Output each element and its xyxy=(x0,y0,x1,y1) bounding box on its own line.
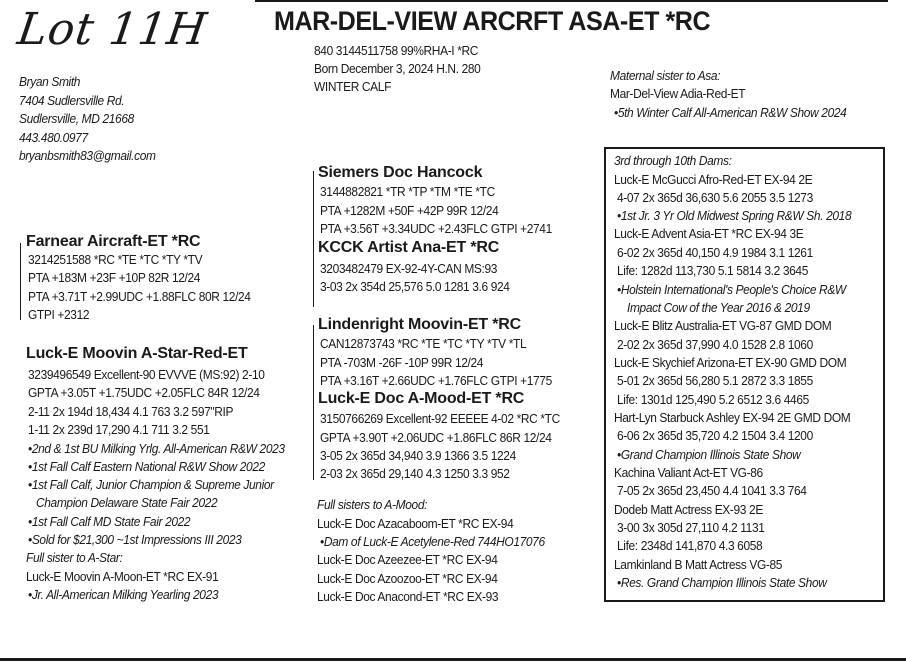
dams-box-line: Impact Cow of the Year 2016 & 2019 xyxy=(627,300,810,315)
dams-box-line: Luck-E McGucci Afro-Red-ET EX-94 2E xyxy=(614,172,813,187)
registration-line: 840 3144511758 99%RHA-I *RC xyxy=(314,43,479,58)
sire-of-sire-name: Siemers Doc Hancock xyxy=(318,164,483,181)
dams-box-line: •Grand Champion Illinois State Show xyxy=(617,447,801,462)
dam-line: 2-11 2x 194d 18,434 4.1 763 3.2 597"RIP xyxy=(28,404,234,419)
dams-box-line: •1st Jr. 3 Yr Old Midwest Spring R&W Sh. 2018 xyxy=(617,208,852,223)
sire-parents-bracket xyxy=(313,171,314,307)
dam-full-sister-note: •Jr. All-American Milking Yearling 2023 xyxy=(28,587,219,602)
dam-parents-bracket xyxy=(313,325,314,480)
dams-box-line: Lamkinland B Matt Actress VG-85 xyxy=(614,557,783,572)
full-sister-item: Luck-E Doc Azacaboom-ET *RC EX-94 xyxy=(317,516,514,531)
sire-of-dam-line: PTA +3.16T +2.66UDC +1.76FLC GTPI +1775 xyxy=(320,373,552,388)
dams-box-line: 6-02 2x 365d 40,150 4.9 1984 3.1 1261 xyxy=(617,245,813,260)
dams-box-heading: 3rd through 10th Dams: xyxy=(614,153,732,168)
dams-box-line: Kachina Valiant Act-ET VG-86 xyxy=(614,465,763,480)
dam-line: 1-11 2x 239d 17,290 4.1 711 3.2 551 xyxy=(28,422,210,437)
page-title: MAR-DEL-VIEW ARCRFT ASA-ET *RC xyxy=(274,6,711,36)
sire-line: PTA +3.71T +2.99UDC +1.88FLC 80R 12/24 xyxy=(28,289,251,304)
dams-box-line: Luck-E Blitz Australia-ET VG-87 GMD DOM xyxy=(614,318,832,333)
dam-of-dam-line: 3-05 2x 365d 34,940 3.9 1366 3.5 1224 xyxy=(320,448,516,463)
full-sisters-heading: Full sisters to A-Mood: xyxy=(317,497,428,512)
dam-of-dam-line: 2-03 2x 365d 29,140 4.3 1250 3.3 952 xyxy=(320,466,510,481)
dams-box-line: Luck-E Advent Asia-ET *RC EX-94 3E xyxy=(614,226,804,241)
top-rule xyxy=(255,0,888,2)
dam-note: •Sold for $21,300 ~1st Impressions III 2023 xyxy=(28,532,242,547)
dam-of-sire-line: 3203482479 EX-92-4Y-CAN MS:93 xyxy=(320,261,498,276)
dams-box-line: Luck-E Skychief Arizona-ET EX-90 GMD DOM xyxy=(614,355,847,370)
sire-of-dam-name: Lindenright Moovin-ET *RC xyxy=(318,316,521,333)
sire-of-dam-line: CAN12873743 *RC *TE *TC *TY *TV *TL xyxy=(320,336,527,351)
sire-bracket xyxy=(20,243,21,320)
dam-of-dam-line: GPTA +3.90T +2.06UDC +1.86FLC 86R 12/24 xyxy=(320,430,552,445)
sire-line: GTPI +2312 xyxy=(28,307,90,322)
full-sister-item: Luck-E Doc Azeezee-ET *RC EX-94 xyxy=(317,552,498,567)
full-sister-note: •Dam of Luck-E Acetylene-Red 744HO17076 xyxy=(320,534,545,549)
sire-of-sire-line: 3144882821 *TR *TP *TM *TE *TC xyxy=(320,184,495,199)
dam-full-sister-name: Luck-E Moovin A-Moon-ET *RC EX-91 xyxy=(26,569,219,584)
dam-of-dam-name: Luck-E Doc A-Mood-ET *RC xyxy=(318,390,525,407)
dam-line: 3239496549 Excellent-90 EVVVE (MS:92) 2-10 xyxy=(28,367,265,382)
dam-of-sire-name: KCCK Artist Ana-ET *RC xyxy=(318,239,500,256)
dam-of-sire-line: 3-03 2x 354d 25,576 5.0 1281 3.6 924 xyxy=(320,279,510,294)
dams-box-line: Life: 1301d 125,490 5.2 6512 3.6 4465 xyxy=(617,392,809,407)
sire-of-sire-line: PTA +3.56T +3.34UDC +2.43FLC GTPI +2741 xyxy=(320,221,552,236)
lot-number: Lot 11H xyxy=(14,4,211,55)
maternal-sister-heading: Maternal sister to Asa: xyxy=(610,68,721,83)
maternal-sister-name: Mar-Del-View Adia-Red-ET xyxy=(610,86,746,101)
dams-box-line: 3-00 3x 305d 27,110 4.2 1131 xyxy=(617,520,765,535)
sire-of-sire-line: PTA +1282M +50F +42P 99R 12/24 xyxy=(320,203,499,218)
dams-box-line: 7-05 2x 365d 23,450 4.4 1041 3.3 764 xyxy=(617,483,807,498)
sire-line: PTA +183M +23F +10P 82R 12/24 xyxy=(28,270,201,285)
full-sister-item: Luck-E Doc Anacond-ET *RC EX-93 xyxy=(317,589,499,604)
dams-box-line: •Holstein International's People's Choice R&W xyxy=(617,282,846,297)
dam-line: GPTA +3.05T +1.75UDC +2.05FLC 84R 12/24 xyxy=(28,385,260,400)
sire-name: Farnear Aircraft-ET *RC xyxy=(26,233,201,250)
dams-box-line: •Res. Grand Champion Illinois State Show xyxy=(617,575,827,590)
class-line: WINTER CALF xyxy=(314,79,392,94)
dams-box-line: 2-02 2x 365d 37,990 4.0 1528 2.8 1060 xyxy=(617,337,813,352)
dam-full-sister-heading: Full sister to A-Star: xyxy=(26,550,123,565)
maternal-sister-note: •5th Winter Calf All-American R&W Show 2024 xyxy=(614,105,847,120)
birth-line: Born December 3, 2024 H.N. 280 xyxy=(314,61,481,76)
dams-box-line: Dodeb Matt Actress EX-93 2E xyxy=(614,502,763,517)
dam-note: •2nd & 1st BU Milking Yrlg. All-American R&W 2023 xyxy=(28,441,285,456)
sire-line: 3214251588 *RC *TE *TC *TY *TV xyxy=(28,252,203,267)
sire-of-dam-line: PTA -703M -26F -10P 99R 12/24 xyxy=(320,355,484,370)
dams-box-line: 4-07 2x 365d 36,630 5.6 2055 3.5 1273 xyxy=(617,190,813,205)
consignor-phone: 443.480.0977 xyxy=(19,130,88,145)
bottom-rule xyxy=(0,658,906,661)
dam-note: Champion Delaware State Fair 2022 xyxy=(36,495,218,510)
dams-box-line: 5-01 2x 365d 56,280 5.1 2872 3.3 1855 xyxy=(617,373,813,388)
dam-note: •1st Fall Calf Eastern National R&W Show 2022 xyxy=(28,459,265,474)
dams-box-line: 6-06 2x 365d 35,720 4.2 1504 3.4 1200 xyxy=(617,428,813,443)
consignor-city: Sudlersville, MD 21668 xyxy=(19,111,134,126)
consignor-name: Bryan Smith xyxy=(19,74,81,89)
consignor-email: bryanbsmith83@gmail.com xyxy=(19,148,156,163)
consignor-street: 7404 Sudlersville Rd. xyxy=(19,93,125,108)
dam-note: •1st Fall Calf, Junior Champion & Supreme Junior xyxy=(28,477,274,492)
dam-note: •1st Fall Calf MD State Fair 2022 xyxy=(28,514,191,529)
dams-box-line: Life: 2348d 141,870 4.3 6058 xyxy=(617,538,763,553)
full-sister-item: Luck-E Doc Azoozoo-ET *RC EX-94 xyxy=(317,571,498,586)
dam-name: Luck-E Moovin A-Star-Red-ET xyxy=(26,345,248,362)
dams-box-line: Life: 1282d 113,730 5.1 5814 3.2 3645 xyxy=(617,263,809,278)
dams-box-line: Hart-Lyn Starbuck Ashley EX-94 2E GMD DOM xyxy=(614,410,851,425)
dam-of-dam-line: 3150766269 Excellent-92 EEEEE 4-02 *RC *TC xyxy=(320,411,560,426)
